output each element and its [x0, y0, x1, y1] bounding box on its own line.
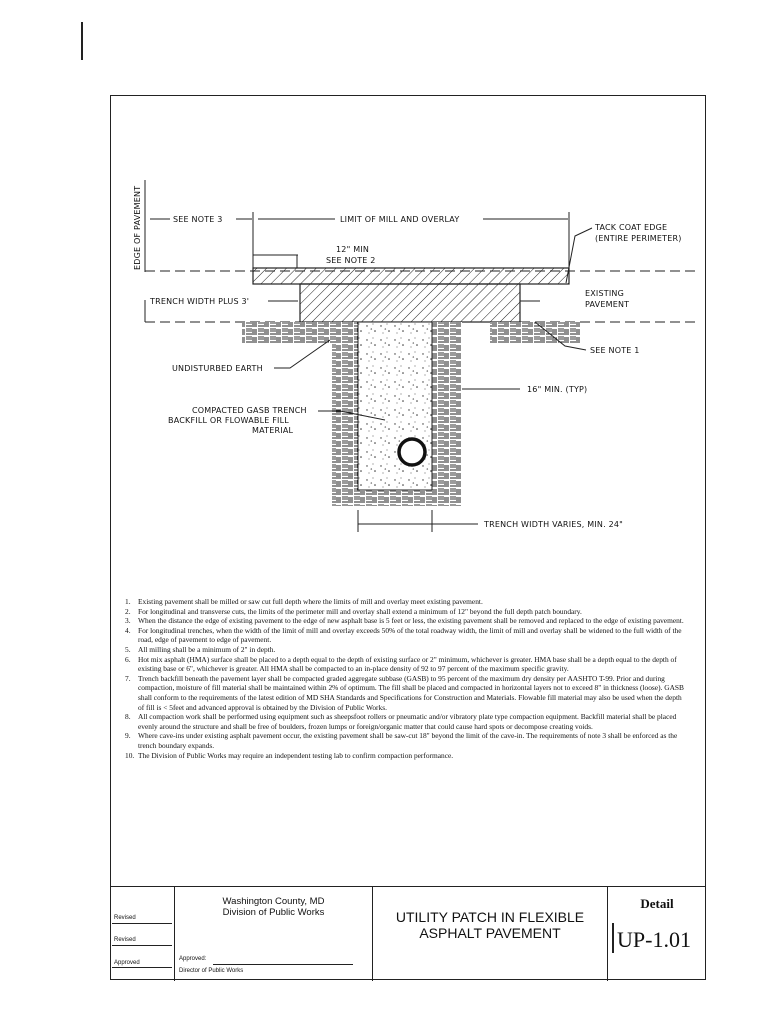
trench-wall-left — [332, 322, 358, 490]
revision-cell — [110, 887, 175, 981]
see-note-1-label: SEE NOTE 1 — [590, 346, 640, 355]
title-cell — [373, 887, 608, 981]
min-16-label: 16" MIN. (TYP) — [527, 385, 588, 394]
director-label: Director of Public Works — [179, 968, 244, 974]
approved-label-left: Approved — [114, 960, 140, 966]
note-item: 10. The Division of Public Works may require an independent testing lab to confirm compaction performance. — [125, 750, 454, 760]
detail-label: Detail — [640, 896, 674, 911]
agency-cell — [175, 887, 373, 981]
see-note-3-label: SEE NOTE 3 — [173, 215, 223, 224]
detail-title: UTILITY PATCH IN FLEXIBLE ASPHALT PAVEMENT — [395, 909, 585, 941]
note-item: 8. All compaction work shall be performed using equipment such as sheepsfoot rollers or pneumatic and/or vibratory plate type compaction equipment. Backfill material shall be placed evenly around the structure and shall be free of boulders, frozen lumps or foreign/organic matter that could cause hard spots or decompose creating voids. — [125, 712, 677, 731]
revised-label-1: Revised — [114, 915, 136, 921]
note-item: 2. For longitudinal and transverse cuts, the limits of the perimeter mill and overlay shall extend a minimum of 12" beyond the full depth patch boundary. — [125, 606, 582, 616]
approved-label: Approved: — [179, 956, 207, 962]
note-item: 3. When the distance the edge of existing pavement to the edge of new asphalt base is 5 feet or less, the existing pavement shall be removed and replaced to the edge of existing pavement. — [125, 616, 684, 626]
edge-of-pavement-label: EDGE OF PAVEMENT — [133, 185, 142, 270]
existing-pavement-label-1: EXISTING — [585, 289, 625, 298]
note-item: 9. Where cave-ins under existing asphalt pavement occur, the existing pavement shall be saw-cut 18" beyond the limit of the cave-in. The requirements of note 3 shall be enforced as the trench boundary expands. — [125, 731, 678, 750]
gasb-label-1: COMPACTED GASB TRENCH — [192, 406, 307, 415]
note-item: 6. Hot mix asphalt (HMA) surface shall be placed to a depth equal to the depth of existing surface or 2" minimum, whichever is greater. HMA base shall be a depth equal to the depth of existing base or 6", whichever is greater. All HMA shall be compacted to an in-place density of 92 to 97 percent of the maximum specific gravity. — [125, 654, 677, 674]
existing-pavement-label-2: PAVEMENT — [585, 300, 630, 309]
agency-name: Washington County, MD Division of Public Works — [222, 896, 325, 918]
utility-pipe — [399, 439, 425, 465]
note-item: 4. For longitudinal trenches, when the width of the limit of mill and overlay exceeds 50% of the total roadway width, the limit of mill and overlay shall be widened to the full width of the road, edge of pavement to edge of pavement. — [125, 625, 682, 645]
note-item: 5. All milling shall be a minimum of 2" in depth. — [125, 644, 276, 654]
overlay-layer — [253, 268, 569, 284]
trench-width-varies-label: TRENCH WIDTH VARIES, MIN. 24" — [484, 520, 624, 529]
tack-coat-label-1: TACK COAT EDGE — [595, 223, 668, 232]
gasb-label-2: BACKFILL OR FLOWABLE FILL — [168, 416, 289, 425]
note-item: 1. Existing pavement shall be milled or saw cut full depth where the limits of mill and overlay meet existing pavement. — [125, 597, 483, 606]
revised-label-2: Revised — [114, 937, 136, 943]
general-notes — [125, 597, 685, 760]
see-note-2-label: SEE NOTE 2 — [326, 256, 376, 265]
undisturbed-earth-label: UNDISTURBED EARTH — [172, 364, 263, 373]
min-12-label: 12" MIN — [336, 245, 370, 254]
gasb-label-3: MATERIAL — [252, 426, 294, 435]
trench-width-plus-label: TRENCH WIDTH PLUS 3' — [150, 297, 250, 306]
pavement-patch — [300, 284, 520, 322]
limit-of-mill-label: LIMIT OF MILL AND OVERLAY — [340, 215, 460, 224]
note-item: 7. Trench backfill beneath the pavement layer shall be compacted graded aggregate subbase (GASB) to 95 percent of the maximum dry density per AASHTO T-99. Prior and during compaction, moisture of fill material shall be maintained within 2% of optimum. The fill shall be placed and compacted in horizontal layers not to exceed 8" in thickness (loose). GASB shall conform to the requirements of the latest edition of MD SHA Standards and Specifications for Construction and Materials. Flowable fill material may also be used when the depth of fill is < 5feet and advanced approval is obtained by the Division of Public Works. — [125, 673, 684, 712]
trench-wall-right — [432, 322, 462, 490]
detail-number: UP-1.01 — [617, 927, 691, 952]
detail-number-cell — [608, 887, 706, 981]
trench-backfill — [358, 322, 432, 490]
tack-coat-label-2: (ENTIRE PERIMETER) — [595, 234, 682, 243]
title-block — [110, 886, 706, 981]
